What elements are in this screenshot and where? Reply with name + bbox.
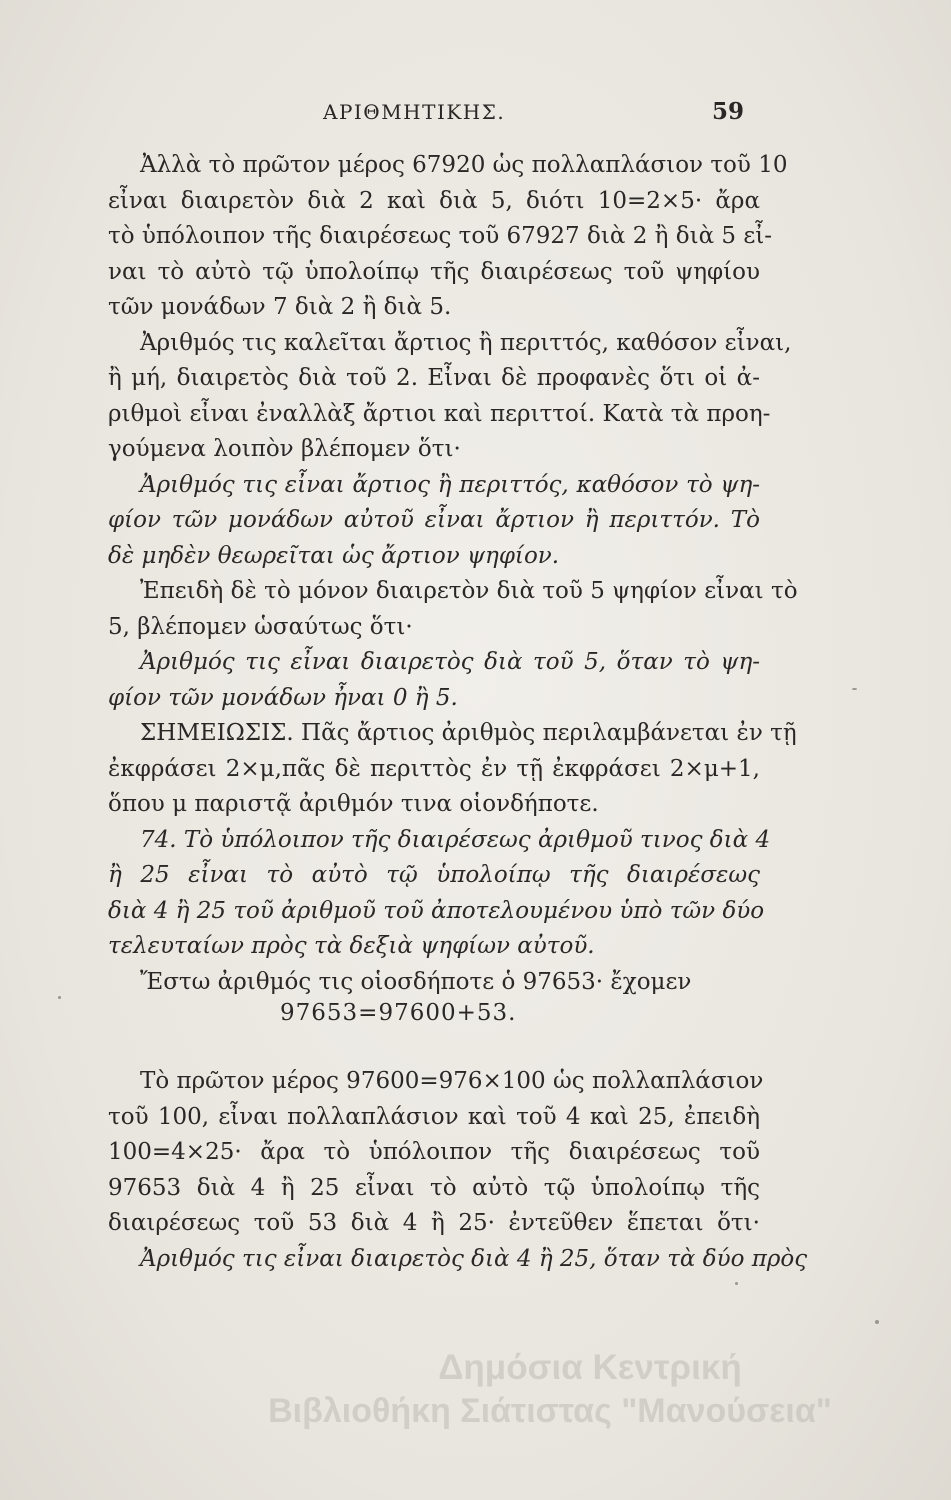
text-line: ναι τὸ αὐτὸ τῷ ὑπολοίπῳ τῆς διαιρέσεως τοῦ ψηφίου [108,258,760,285]
theorem-text-line: διὰ 4 ἢ 25 τοῦ ἀριθμοῦ τοῦ ἀποτελουμένου ὑπὸ τῶν δύο [108,897,765,924]
rule-text-line: φίον τῶν μονάδων ἦναι 0 ἢ 5. [108,684,458,711]
text-line: ἢ μή, διαιρετὸς διὰ τοῦ 2. Εἶναι δὲ προφανὲς ὅτι οἱ ἀ- [108,365,760,391]
rule-text-line: Ἀριθμός τις εἶναι ἄρτιος ἢ περιττός, καθόσον τὸ ψη- [140,471,760,498]
text-line: Ἀλλὰ τὸ πρῶτον μέρος 67920 ὡς πολλαπλάσιον τοῦ 10 [140,152,788,178]
text-line: 97653 διὰ 4 ἢ 25 εἶναι τὸ αὐτὸ τῷ ὑπολοίπῳ τῆς [108,1174,760,1201]
note-text-line: ΣΗΜΕΙΩΣΙΣ. Πᾶς ἄρτιος ἀριθμὸς περιλαμβάνεται ἐν τῇ [140,720,797,746]
page-speck [735,1282,738,1285]
rule-text-line: δὲ μηδὲν θεωρεῖται ὡς ἄρτιον ψηφίον. [108,542,560,569]
text-line: τῶν μονάδων 7 διὰ 2 ἢ διὰ 5. [108,294,452,320]
text-line: γούμενα λοιπὸν βλέπομεν ὅτι· [108,436,461,462]
text-line: τοῦ 100, εἶναι πολλαπλάσιον καὶ τοῦ 4 καὶ 25, ἐπειδὴ [108,1103,760,1130]
text-line: Ἔστω ἀριθμός τις οἱοσδήποτε ὁ 97653· ἔχομεν [140,968,692,995]
theorem-text-line: τελευταίων πρὸς τὰ δεξιὰ ψηφίων αὐτοῦ. [108,933,595,959]
theorem-text-line: ἢ 25 εἶναι τὸ αὐτὸ τῷ ὑπολοίπῳ τῆς διαιρέσεως [108,862,760,888]
note-text-line: ὅπου μ παριστᾷ ἀριθμόν τινα οἱονδήποτε. [108,791,599,817]
text-line: Τὸ πρῶτον μέρος 97600=976×100 ὡς πολλαπλάσιον [140,1068,764,1094]
body-text-bottom [108,1064,808,1277]
text-line: εἶναι διαιρετὸν διὰ 2 καὶ διὰ 5, διότι 10=2×5· ἄρα [108,187,760,214]
page-header [0,98,951,138]
text-line: διαιρέσεως τοῦ 53 διὰ 4 ἢ 25· ἐντεῦθεν ἕπεται ὅτι· [108,1210,760,1236]
rule-text-line: Ἀριθμός τις εἶναι διαιρετὸς διὰ τοῦ 5, ὅταν τὸ ψη- [140,649,760,675]
equation: 97653=97600+53. [280,1000,517,1026]
text-line: 5, βλέπομεν ὡσαύτως ὅτι· [108,613,413,640]
page-speck [852,688,857,690]
text-line: Ἀριθμός τις καλεῖται ἄρτιος ἢ περιττός, καθόσον εἶναι, [140,329,792,356]
theorem-text-line: 74. Τὸ ὑπόλοιπον τῆς διαιρέσεως ἀριθμοῦ τινος διὰ 4 [140,826,771,853]
page-speck [58,996,61,999]
text-line: τὸ ὑπόλοιπον τῆς διαιρέσεως τοῦ 67927 διὰ 2 ἢ διὰ 5 εἶ- [108,223,773,249]
library-watermark-line2: Βιβλιοθήκη Σιάτιστας "Μανούσεια" [268,1392,832,1430]
text-line: ριθμοὶ εἶναι ἐναλλὰξ ἄρτιοι καὶ περιττοί. Κατὰ τὰ προη- [108,400,771,427]
text-line: Ἐπειδὴ δὲ τὸ μόνον διαιρετὸν διὰ τοῦ 5 ψηφίον εἶναι τὸ [140,578,798,604]
running-title: ΑΡΙΘΜΗΤΙΚΗΣ. [323,100,506,124]
page-number: 59 [712,98,745,125]
rule-text-line: Ἀριθμός τις εἶναι διαιρετὸς διὰ 4 ἢ 25, ὅταν τὰ δύο πρὸς [140,1245,808,1272]
text-line: 100=4×25· ἄρα τὸ ὑπόλοιπον τῆς διαιρέσεως τοῦ [108,1139,760,1165]
body-text-top [108,148,798,1000]
page-speck [875,1320,879,1324]
library-watermark-line1: Δημόσια Κεντρική [438,1348,742,1387]
note-text-line: ἐκφράσει 2×μ,πᾶς δὲ περιττὸς ἐν τῇ ἐκφράσει 2×μ+1, [108,755,760,782]
rule-text-line: φίον τῶν μονάδων αὐτοῦ εἶναι ἄρτιον ἢ περιττόν. Τὸ [108,507,760,533]
